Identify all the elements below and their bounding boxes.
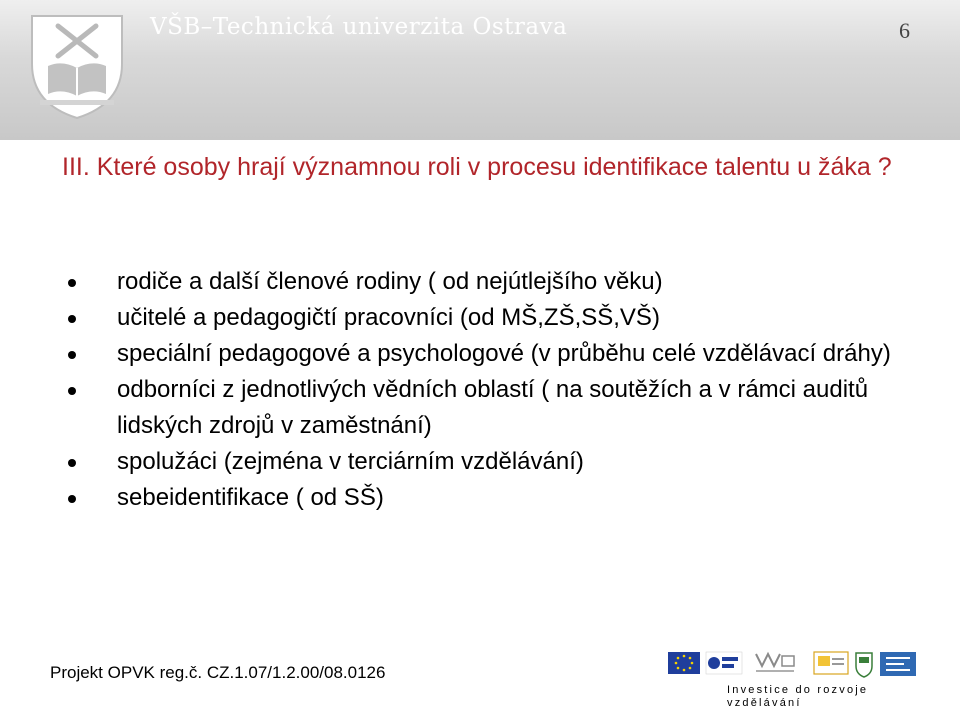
footer-logo-strip	[668, 648, 918, 682]
bullet-text: speciální pedagogové a psychologové (v průběhu celé vzdělávací dráhy)	[117, 340, 891, 367]
page-number: 6	[899, 18, 910, 43]
bullet-item	[60, 444, 940, 480]
bullet-dot-icon	[68, 459, 76, 467]
bullet-dot-icon	[68, 315, 76, 323]
invest-logo-icon	[880, 652, 916, 676]
msmt-logo-icon	[750, 650, 798, 678]
bullet-item	[60, 372, 940, 444]
bullet-dot-icon	[68, 495, 76, 503]
university-crest-icon	[18, 4, 136, 122]
bullet-text: spolužáci (zejména v terciárním vzdělávání)	[117, 448, 584, 475]
op-logo-icon	[814, 652, 848, 674]
bullet-item	[60, 264, 940, 300]
bullet-item	[60, 300, 940, 336]
bullet-item	[60, 336, 940, 372]
bullet-dot-icon	[68, 351, 76, 359]
footer-project-id: Projekt OPVK reg.č. CZ.1.07/1.2.00/08.0126	[50, 663, 386, 682]
university-name: VŠB–Technická univerzita Ostrava	[150, 14, 568, 40]
esf-logo-icon	[706, 652, 742, 674]
bullet-dot-icon	[68, 279, 76, 287]
bullet-text: rodiče a další členové rodiny ( od nejútlejšího věku)	[117, 268, 663, 295]
slide-title: III. Které osoby hrají významnou roli v procesu identifikace talentu u žáka ?	[62, 153, 892, 181]
bullet-list	[60, 264, 940, 516]
footer-investice-text: Investice do rozvoje vzdělávání	[727, 684, 869, 709]
header-banner	[0, 0, 960, 140]
bullet-text: učitelé a pedagogičtí pracovníci (od MŠ,ZŠ,SŠ,VŠ)	[117, 304, 660, 331]
bullet-text: odborníci z jednotlivých vědních oblastí ( na soutěžích a v rámci auditů lidských zdrojů v zaměstnání)	[117, 376, 869, 439]
bullet-dot-icon	[68, 387, 76, 395]
bullet-item	[60, 480, 940, 516]
region-crest-icon	[856, 653, 872, 677]
bullet-text: sebeidentifikace ( od SŠ)	[117, 484, 384, 511]
eu-flag-icon	[668, 652, 700, 674]
